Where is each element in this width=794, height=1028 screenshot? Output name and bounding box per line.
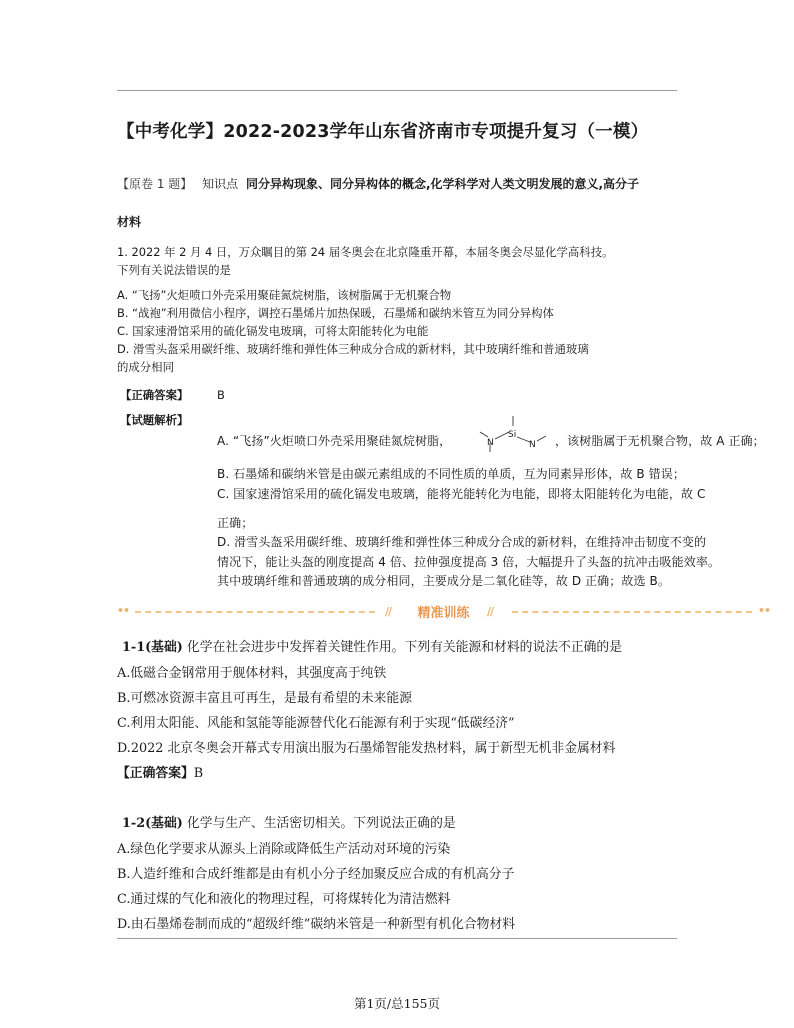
q1-option-d-cont: 的成分相同 xyxy=(117,360,174,374)
structure-si-atom: Si xyxy=(508,430,517,440)
page-number: 第1页/总155页 xyxy=(353,996,441,1011)
q11-level: (基础) xyxy=(145,640,183,655)
banner-ornament-left-icon: •• xyxy=(117,604,130,617)
knowledge-point-label: 知识点 xyxy=(202,177,239,191)
q12-level: (基础) xyxy=(145,816,183,831)
analysis-c-line2: 正确； xyxy=(217,516,254,530)
q11-number: 1-1 xyxy=(122,640,146,655)
q1-analysis-label: 【试题解析】 xyxy=(120,413,189,427)
q11-option-a: A.低磁合金钢常用于舰体材料，其强度高于纯铁 xyxy=(117,666,387,681)
structure-n-right: N xyxy=(529,440,536,450)
banner-title: 精准训练 xyxy=(417,606,470,621)
q11-option-c: C.利用太阳能、风能和氢能等能源替代化石能源有利于实现“低碳经济” xyxy=(117,716,515,731)
knowledge-point-text: 同分异构现象、同分异构体的概念,化学科学对人类文明发展的意义,高分子 xyxy=(245,177,640,191)
structure-n-left: N xyxy=(487,438,494,448)
header-rule xyxy=(117,90,677,91)
q1-option-c: C. 国家速滑馆采用的硫化镉发电玻璃，可将太阳能转化为电能 xyxy=(117,324,429,338)
q12-option-b: B.人造纤维和合成纤维都是由有机小分子经加聚反应合成的有机高分子 xyxy=(117,867,515,882)
polysilazane-structure xyxy=(478,414,554,460)
q12-option-a: A.绿色化学要求从源头上消除或降低生产活动对环境的污染 xyxy=(117,842,451,857)
analysis-c-line1: C. 国家速滑馆采用的硫化镉发电玻璃，能将光能转化为电能，即将太阳能转化为电能，故 C xyxy=(217,487,706,501)
q1-option-d: D. 滑雪头盔采用碳纤维、玻璃纤维和弹性体三种成分合成的新材料，其中玻璃纤维和普通玻璃 xyxy=(117,342,589,356)
q12-stem xyxy=(122,812,456,831)
analysis-a-part2: ，该树脂属于无机聚合物，故 A 正确； xyxy=(555,434,765,448)
banner-slash-right-icon: // xyxy=(487,605,494,618)
document-title: 【中考化学】2022-2023学年山东省济南市专项提升复习（一模） xyxy=(117,122,649,142)
analysis-b: B. 石墨烯和碳纳米管是由碳元素组成的不同性质的单质，互为同素异形体，故 B 错误； xyxy=(217,467,685,481)
knowledge-point-text-cont: 材料 xyxy=(117,215,142,229)
q11-answer xyxy=(117,762,203,781)
analysis-d-line3: 其中玻璃纤维和普通玻璃的成分相同，主要成分是二氧化硅等，故 D 正确；故选 B。 xyxy=(217,574,670,588)
q11-option-b: B.可燃冰资源丰富且可再生，是最有希望的未来能源 xyxy=(117,691,413,706)
analysis-d-line1: D. 滑雪头盔采用碳纤维、玻璃纤维和弹性体三种成分合成的新材料，在维持冲击韧度不变的 xyxy=(217,535,707,549)
q11-answer-label: 【正确答案】 xyxy=(117,766,194,781)
source-line-2 xyxy=(117,213,141,230)
q12-option-c: C.通过煤的气化和液化的物理过程，可将煤转化为清洁燃料 xyxy=(117,892,451,907)
q11-stem-text: 化学在社会进步中发挥着关键性作用。下列有关能源和材料的说法不正确的是 xyxy=(186,640,623,655)
q12-number: 1-2 xyxy=(122,816,146,831)
banner-slash-left-icon: // xyxy=(385,605,392,618)
q12-stem-text: 化学与生产、生活密切相关。下列说法正确的是 xyxy=(186,816,456,831)
q1-stem-line1: 1. 2022 年 2 月 4 日，万众瞩目的第 24 届冬奥会在北京隆重开幕，本届冬奥会尽显化学高科技。 xyxy=(117,245,614,259)
source-line xyxy=(117,175,639,192)
footer-rule xyxy=(117,938,677,939)
q1-answer-value: B xyxy=(217,388,225,402)
analysis-a-part1: A. “飞扬”火炬喷口外壳采用聚硅氮烷树脂， xyxy=(217,434,452,448)
q11-option-d: D.2022 北京冬奥会开幕式专用演出服为石墨烯智能发热材料，属于新型无机非金属材料 xyxy=(117,741,616,756)
q12-option-d: D.由石墨烯卷制而成的“超级纤维”碳纳米管是一种新型有机化合物材料 xyxy=(117,917,516,932)
banner-ornament-right-icon: •• xyxy=(757,604,770,617)
q11-stem xyxy=(122,636,622,655)
q1-option-b: B. “战袍”利用微信小程序，调控石墨烯片加热保暖，石墨烯和碳纳米管互为同分异构体 xyxy=(117,306,554,320)
q1-answer-label: 【正确答案】 xyxy=(120,388,189,402)
q1-option-a: A. “飞扬”火炬喷口外壳采用聚硅氮烷树脂，该树脂属于无机聚合物 xyxy=(117,288,452,302)
q11-answer-value: B xyxy=(193,766,204,781)
analysis-d-line2: 情况下，能让头盔的刚度提高 4 倍、拉伸强度提高 3 倍，大幅提升了头盔的抗冲击吸能效率。 xyxy=(217,555,721,569)
q1-stem-line2: 下列有关说法错误的是 xyxy=(117,263,231,277)
section-banner xyxy=(117,601,770,623)
source-tag: 【原卷 1 题】 xyxy=(117,177,193,191)
